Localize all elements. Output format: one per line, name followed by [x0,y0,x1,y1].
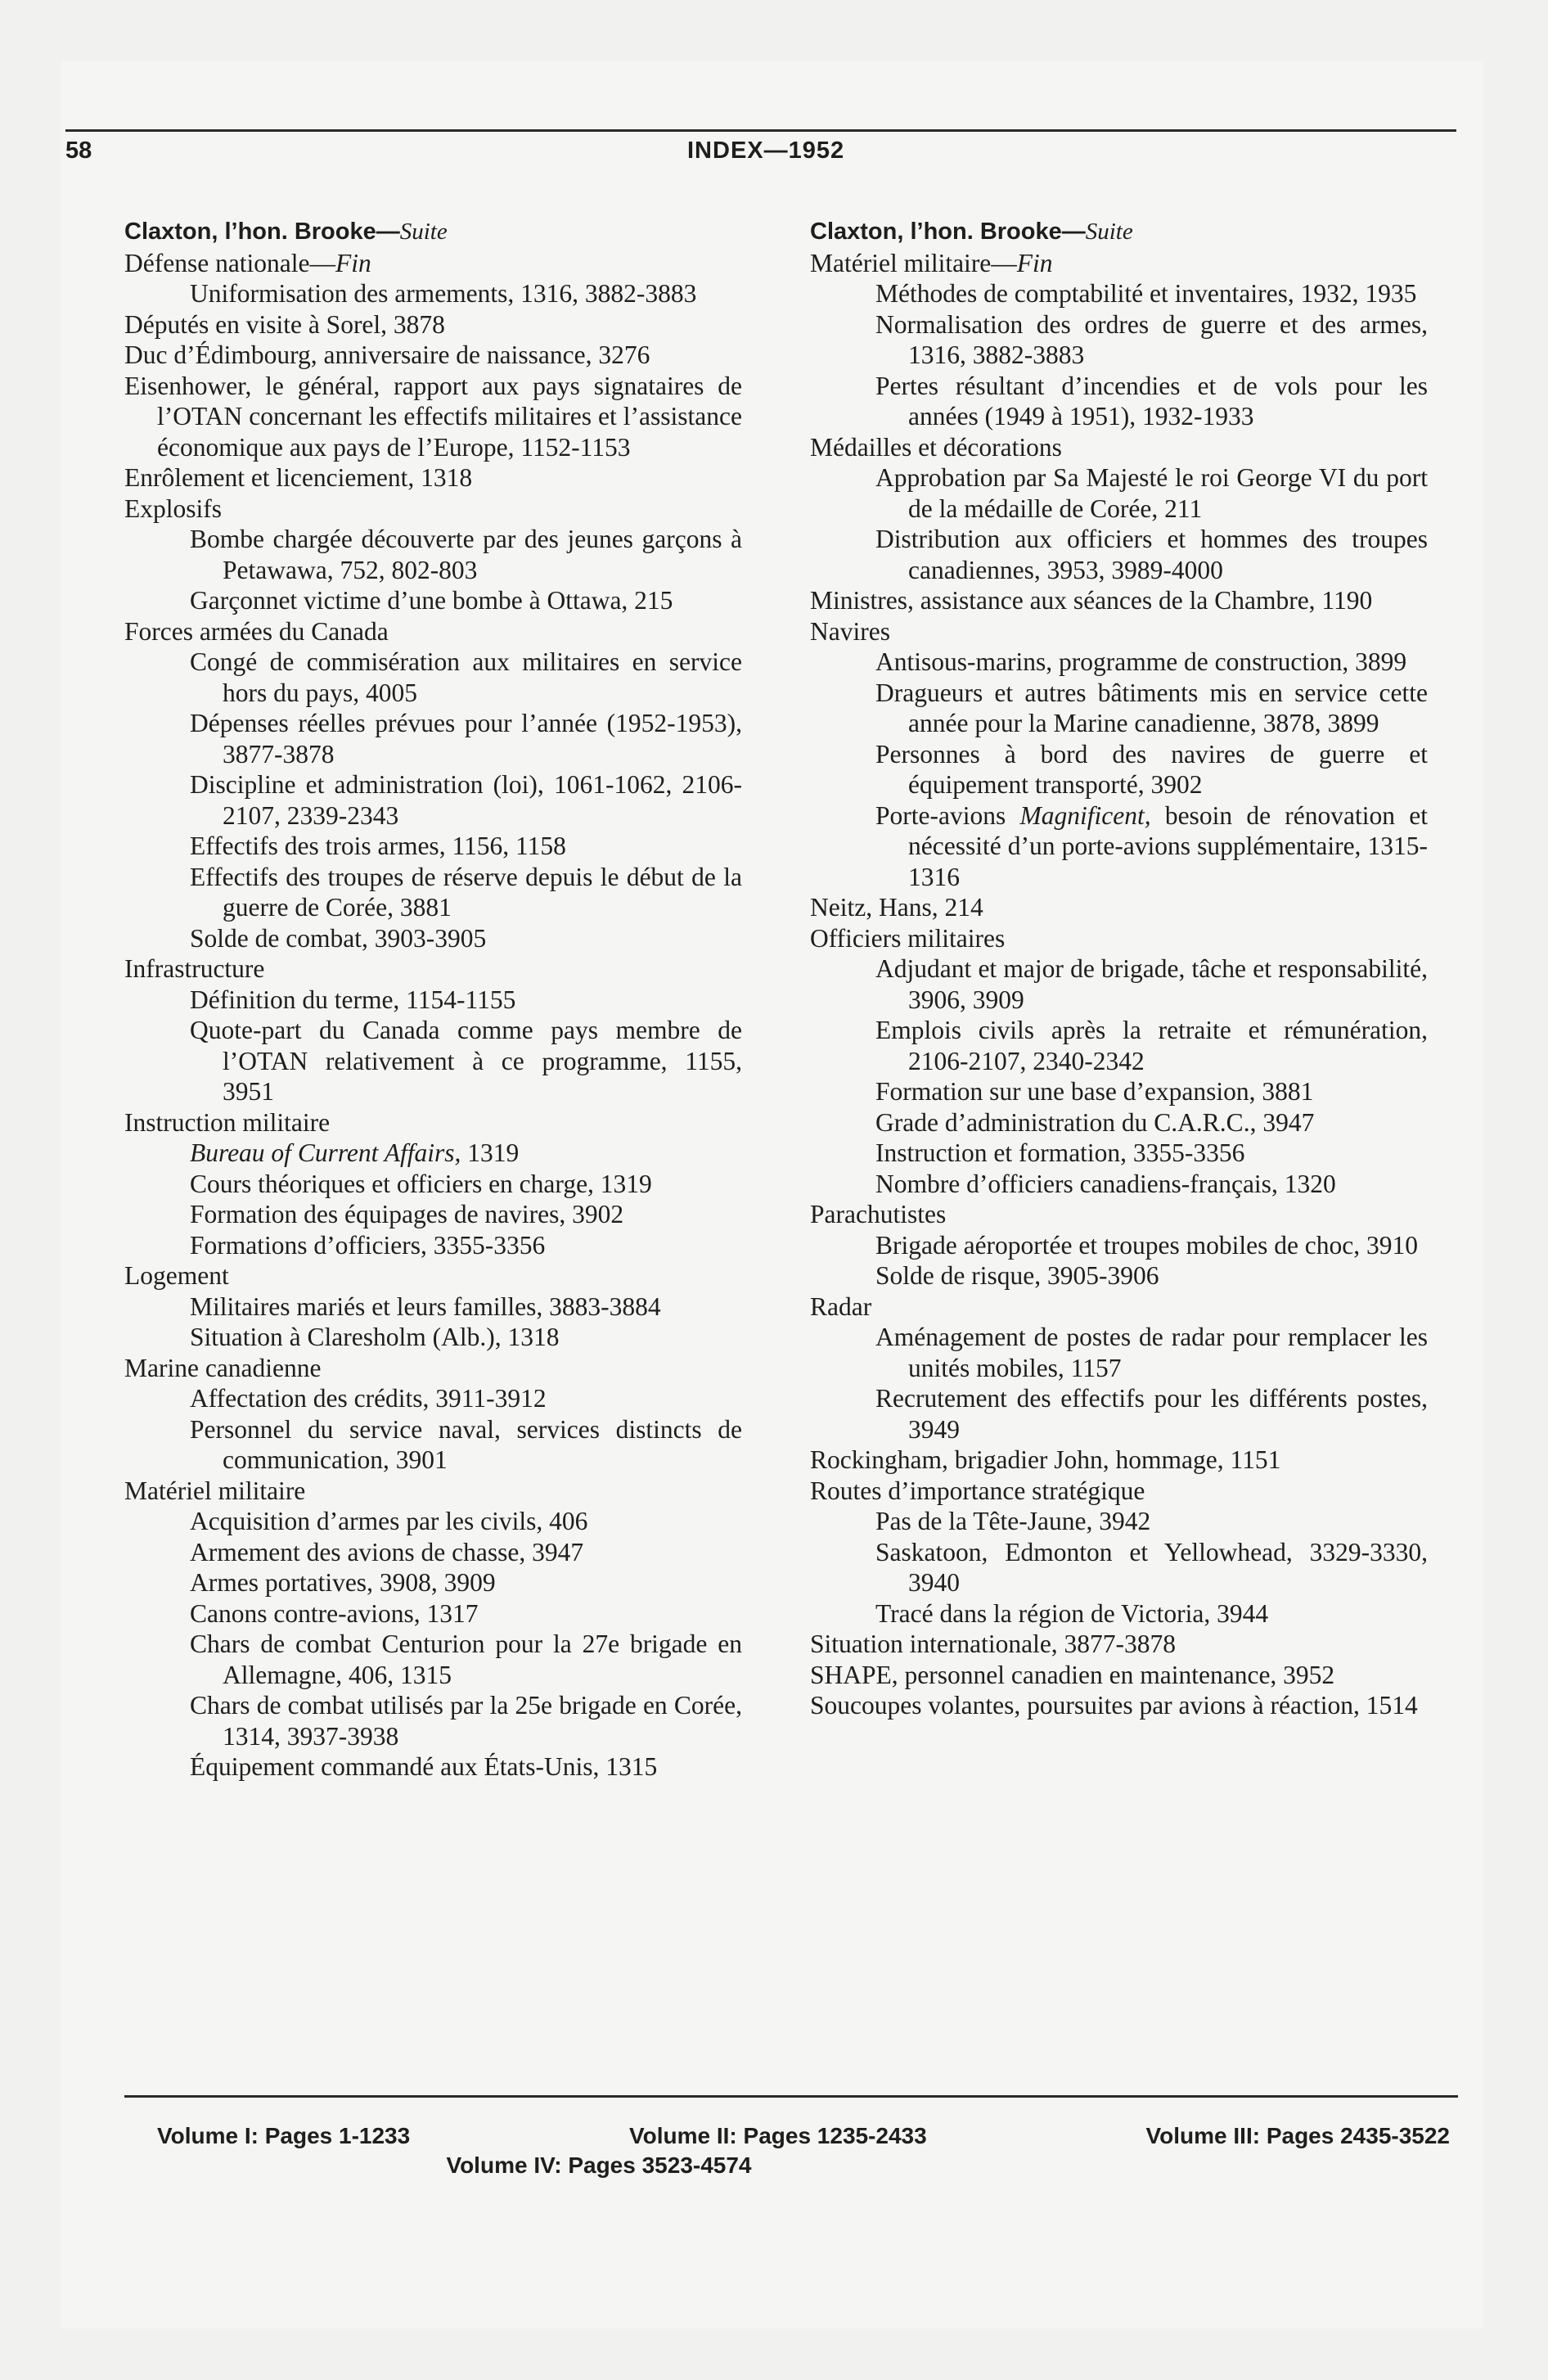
index-entry: Duc d’Édimbourg, anniversaire de naissance, 3276 [124,340,650,369]
index-subentry: Tracé dans la région de Victoria, 3944 [875,1598,1269,1628]
index-entry: Forces armées du Canada [124,616,389,646]
index-subentry: Pas de la Tête-Jaune, 3942 [875,1507,1151,1535]
volume-legend [124,2121,1458,2180]
volume-2-range: Volume II: Pages 1235-2433 [629,2123,927,2148]
index-subentry: Chars de combat Centurion pour la 27e brigade en Allemagne, 406, 1315 [190,1629,742,1689]
index-subentry: Quote-part du Canada comme pays membre de l’OTAN relativement à ce programme, 1155, 3951 [190,1016,742,1106]
index-column-left [124,217,742,1783]
index-subentry: Cours théoriques et officiers en charge, 1319 [190,1169,652,1198]
index-entry: Eisenhower, le général, rapport aux pays signataires de l’OTAN concernant les effectifs militaires et l’assistance économique aux pays de l’Europe, 1152-1153 [124,371,742,462]
running-title: INDEX—1952 [687,137,845,164]
index-subentry: Formations d’officiers, 3355-3356 [190,1230,546,1260]
index-entry: Instruction militaire [124,1107,331,1137]
column-heading: Claxton, l’hon. Brooke—Suite [124,219,448,245]
index-subentry: Formation sur une base d’expansion, 3881 [875,1077,1314,1106]
index-subentry: Dragueurs et autres bâtiments mis en service cette année pour la Marine canadienne, 3878, 3899 [875,678,1428,737]
index-subentry: Antisous-marins, programme de construction, 3899 [875,647,1407,676]
index-subentry: Équipement commandé aux États-Unis, 1315 [190,1752,658,1781]
index-subentry: Uniformisation des armements, 1316, 3882-3883 [190,279,697,308]
index-entry: Infrastructure [124,954,265,983]
index-subentry: Canons contre-avions, 1317 [190,1598,479,1628]
index-subentry: Grade d’administration du C.A.R.C., 3947 [875,1107,1315,1137]
page-header [65,80,1456,164]
index-entry: SHAPE, personnel canadien en maintenance, 3952 [810,1660,1335,1689]
index-entry: Marine canadienne [124,1353,322,1382]
index-entry: Explosifs [124,494,223,523]
index-subentry: Pertes résultant d’incendies et de vols pour les années (1949 à 1951), 1932-1933 [875,371,1428,430]
index-subentry: Garçonnet victime d’une bombe à Ottawa, 215 [190,586,673,615]
index-entry: Officiers militaires [810,923,1006,953]
index-entry: Radar [810,1291,872,1321]
index-subentry: Définition du terme, 1154-1155 [190,985,516,1014]
index-subentry: Nombre d’officiers canadiens-français, 1320 [875,1169,1336,1198]
index-subentry: Bombe chargée découverte par des jeunes garçons à Petawawa, 752, 802-803 [190,525,742,584]
index-subentry: Aménagement de postes de radar pour remplacer les unités mobiles, 1157 [875,1323,1428,1382]
index-subentry: Bureau of Current Affairs, 1319 [190,1138,520,1167]
volume-4-range: Volume IV: Pages 3523-4574 [446,2152,752,2178]
volume-1-range: Volume I: Pages 1-1233 [157,2123,411,2148]
index-subentry: Distribution aux officiers et hommes des troupes canadiennes, 3953, 3989-4000 [875,525,1428,584]
index-entry: Parachutistes [810,1200,947,1228]
index-subentry: Effectifs des troupes de réserve depuis le début de la guerre de Corée, 3881 [190,862,742,922]
index-subentry: Effectifs des trois armes, 1156, 1158 [190,832,566,860]
index-subentry: Armement des avions de chasse, 3947 [190,1537,584,1566]
index-subentry: Saskatoon, Edmonton et Yellowhead, 3329-3330, 3940 [875,1537,1428,1597]
index-entry: Navires [810,616,890,646]
index-subentry: Normalisation des ordres de guerre et des armes, 1316, 3882-3883 [875,309,1428,369]
index-subentry: Discipline et administration (loi), 1061-1062, 2106-2107, 2339-2343 [190,770,742,830]
index-entry: Matériel militaire—Fin [810,248,1053,277]
index-subentry: Approbation par Sa Majesté le roi George VI du port de la médaille de Corée, 211 [875,463,1428,523]
index-subentry: Méthodes de comptabilité et inventaires, 1932, 1935 [875,279,1417,308]
column-heading: Claxton, l’hon. Brooke—Suite [810,219,1133,245]
index-subentry: Affectation des crédits, 3911-3912 [190,1384,547,1413]
index-entry: Ministres, assistance aux séances de la Chambre, 1190 [810,586,1373,615]
index-subentry: Armes portatives, 3908, 3909 [190,1568,496,1597]
index-subentry: Congé de commisération aux militaires en service hors du pays, 4005 [190,647,742,707]
index-subentry: Formation des équipages de navires, 3902 [190,1200,624,1228]
index-entry: Routes d’importance stratégique [810,1476,1145,1505]
index-subentry: Situation à Claresholm (Alb.), 1318 [190,1323,560,1351]
index-subentry: Dépenses réelles prévues pour l’année (1952-1953), 3877-3878 [190,709,742,769]
index-subentry: Chars de combat utilisés par la 25e brigade en Corée, 1314, 3937-3938 [190,1691,742,1751]
index-subentry: Recrutement des effectifs pour les différents postes, 3949 [875,1384,1428,1444]
index-entry: Logement [124,1261,229,1290]
index-entry: Neitz, Hans, 214 [810,893,983,922]
index-subentry: Adjudant et major de brigade, tâche et responsabilité, 3906, 3909 [875,954,1428,1014]
index-entry: Députés en visite à Sorel, 3878 [124,309,445,339]
index-subentry: Solde de risque, 3905-3906 [875,1261,1159,1290]
index-subentry: Porte-avions Magnificent, besoin de rénovation et nécessité d’un porte-avions supplémentaire, 1315-1316 [875,800,1428,891]
page-number: 58 [65,137,92,164]
index-entry: Rockingham, brigadier John, hommage, 1151 [810,1445,1281,1474]
index-entry: Médailles et décorations [810,432,1062,462]
volume-legend-row [124,2151,1458,2180]
volume-legend-row [124,2121,1458,2151]
index-entry: Défense nationale—Fin [124,248,371,277]
index-subentry: Acquisition d’armes par les civils, 406 [190,1507,588,1535]
index-subentry: Militaires mariés et leurs familles, 3883-3884 [190,1291,661,1321]
index-subentry: Personnes à bord des navires de guerre et équipement transporté, 3902 [875,739,1428,799]
index-entry: Situation internationale, 3877-3878 [810,1629,1177,1658]
index-subentry: Solde de combat, 3903-3905 [190,923,487,953]
index-entry: Enrôlement et licenciement, 1318 [124,463,473,492]
index-subentry: Emplois civils après la retraite et rémunération, 2106-2107, 2340-2342 [875,1016,1428,1075]
index-subentry: Instruction et formation, 3355-3356 [875,1138,1245,1167]
footer-divider [124,2095,1458,2098]
index-entry: Matériel militaire [124,1476,306,1505]
index-subentry: Personnel du service naval, services distincts de communication, 3901 [190,1414,742,1474]
index-entry: Soucoupes volantes, poursuites par avions à réaction, 1514 [810,1691,1418,1720]
volume-3-range: Volume III: Pages 2435-3522 [1145,2123,1450,2148]
index-subentry: Brigade aéroportée et troupes mobiles de choc, 3910 [875,1230,1419,1260]
index-column-right [810,217,1428,1721]
